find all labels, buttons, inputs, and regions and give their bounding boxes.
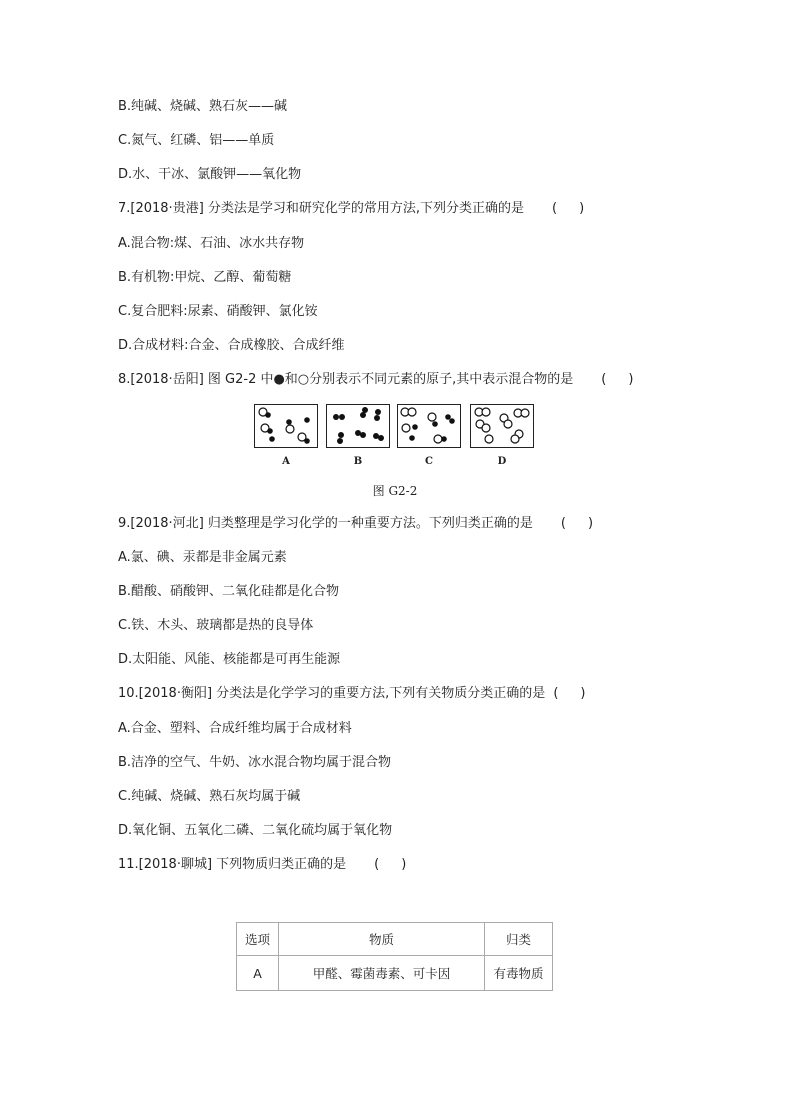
question-7-text: 7.[2018·贵港] 分类法是学习和研究化学的常用方法,下列分类正确的是 — [118, 201, 525, 216]
table-header-category: 归类 — [485, 923, 553, 956]
particle-box-b — [326, 404, 390, 448]
box-label-a: A — [282, 456, 290, 467]
particle-box-d — [470, 404, 534, 448]
question-10-text: 10.[2018·衡阳] 分类法是化学学习的重要方法,下列有关物质分类正确的是 — [118, 686, 546, 701]
table-cell-substance: 甲醛、霉菌毒素、可卡因 — [279, 956, 485, 991]
classification-table — [236, 922, 553, 991]
question-9-option-c: C.铁、木头、玻璃都是热的良导体 — [118, 618, 314, 633]
question-7-option-d: D.合成材料:合金、合成橡胶、合成纤维 — [118, 338, 345, 353]
answer-paren: () — [560, 516, 616, 531]
question-10-option-a: A.合金、塑料、合成纤维均属于合成材料 — [118, 721, 352, 736]
question-9-text: 9.[2018·河北] 归类整理是学习化学的一种重要方法。下列归类正确的是 — [118, 516, 533, 531]
answer-paren: () — [552, 201, 607, 216]
figure-caption: 图 G2-2 — [372, 484, 418, 498]
answer-paren: () — [374, 857, 429, 872]
option-b-line: B.纯碱、烧碱、熟石灰——碱 — [118, 99, 288, 114]
particle-diagram-b — [327, 405, 388, 446]
question-10-option-d: D.氧化铜、五氧化二磷、二氧化硫均属于氧化物 — [118, 823, 393, 838]
question-8-text: 8.[2018·岳阳] 图 G2-2 中●和○分别表示不同元素的原子,其中表示混合物的是 — [118, 372, 574, 387]
particle-diagram-d — [471, 405, 532, 446]
question-7-option-c: C.复合肥料:尿素、硝酸钾、氯化铵 — [118, 304, 318, 319]
particle-diagram-a — [255, 405, 316, 446]
table-cell-option: A — [237, 956, 279, 991]
question-9-option-b: B.醋酸、硝酸钾、二氧化硅都是化合物 — [118, 584, 340, 599]
question-10-option-b: B.洁净的空气、牛奶、冰水混合物均属于混合物 — [118, 755, 392, 770]
box-label-c: C — [425, 456, 433, 467]
question-8 — [118, 371, 655, 389]
question-7-option-a: A.混合物:煤、石油、冰水共存物 — [118, 236, 305, 251]
question-10 — [118, 685, 607, 703]
answer-paren: () — [601, 372, 656, 387]
option-d-line: D.水、干冰、氯酸钾——氧化物 — [118, 167, 302, 182]
question-9-option-a: A.氯、碘、汞都是非金属元素 — [118, 550, 287, 565]
box-label-b: B — [353, 456, 363, 467]
question-11 — [118, 856, 428, 874]
question-11-text: 11.[2018·聊城] 下列物质归类正确的是 — [118, 857, 347, 872]
question-9-option-d: D.太阳能、风能、核能都是可再生能源 — [118, 652, 341, 667]
answer-paren: () — [553, 686, 608, 701]
table-header-option: 选项 — [237, 923, 279, 956]
table-header-substance: 物质 — [279, 923, 485, 956]
table-row — [237, 956, 553, 991]
particle-diagram-c — [398, 405, 459, 446]
option-c-line: C.氮气、红磷、铝——单质 — [118, 133, 275, 148]
particle-box-a — [254, 404, 318, 448]
box-label-d: D — [497, 456, 507, 467]
question-10-option-c: C.纯碱、烧碱、熟石灰均属于碱 — [118, 789, 301, 804]
question-7-option-b: B.有机物:甲烷、乙醇、葡萄糖 — [118, 270, 292, 285]
table-header-row — [237, 923, 553, 956]
table-cell-category: 有毒物质 — [485, 956, 553, 991]
particle-box-c — [397, 404, 461, 448]
question-7 — [118, 200, 606, 218]
question-9 — [118, 515, 615, 533]
